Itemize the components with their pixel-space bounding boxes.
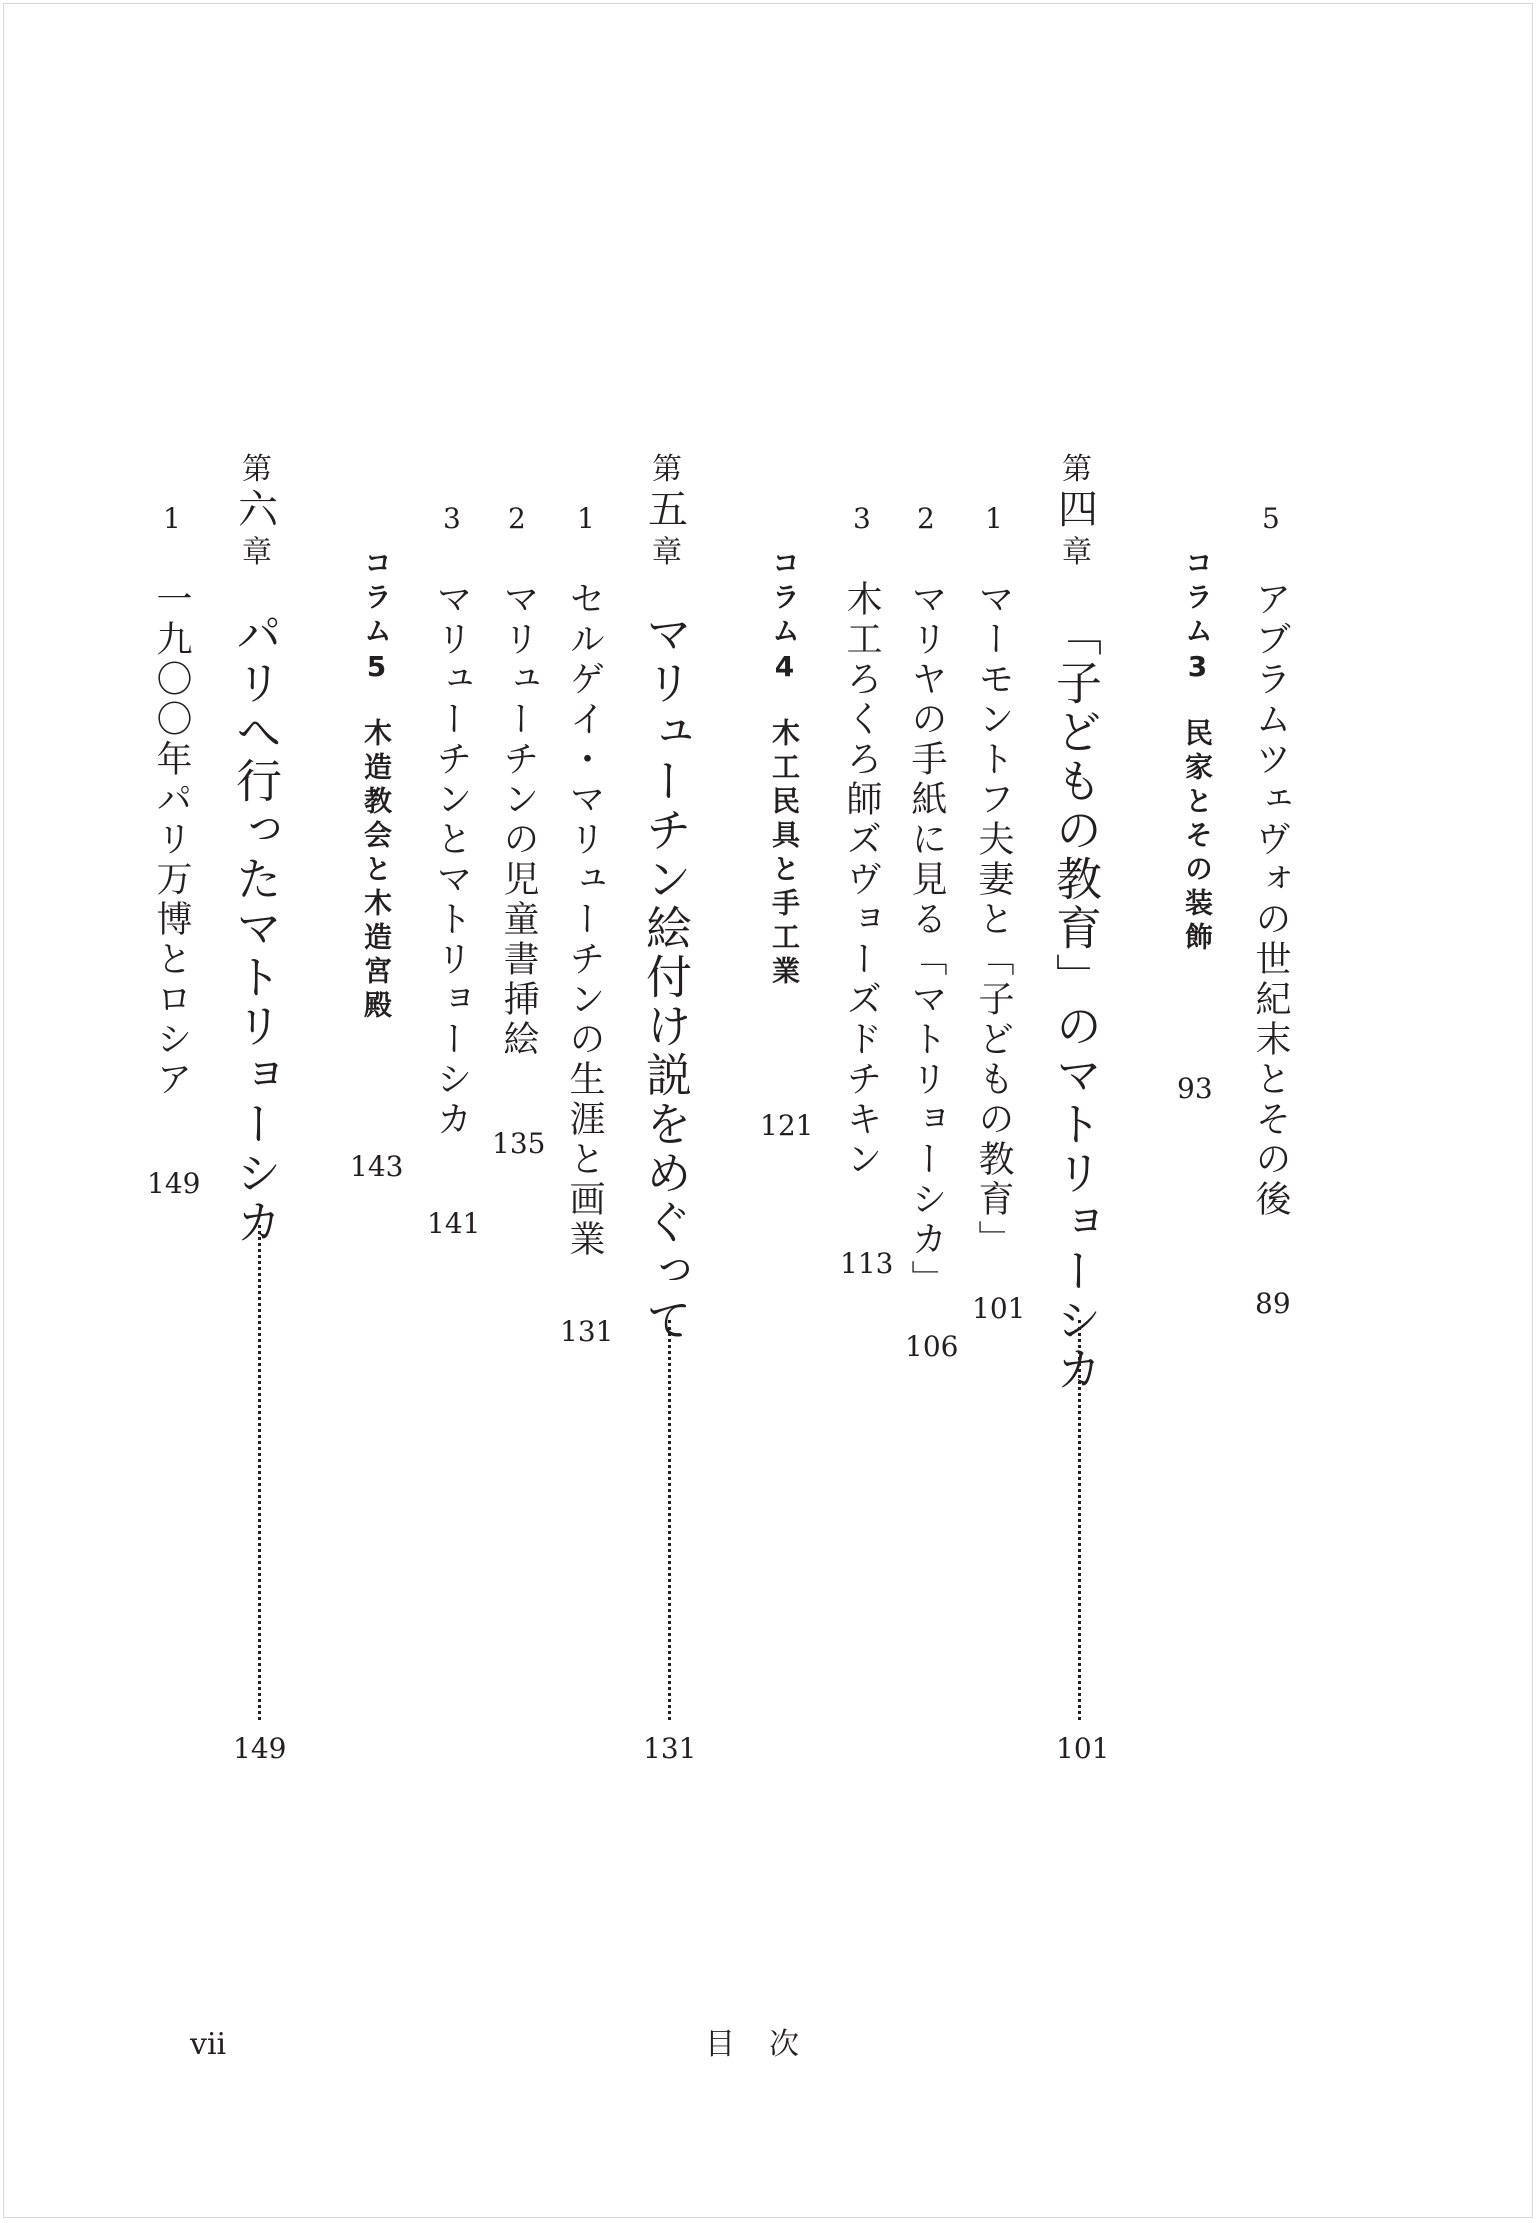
section-page: 141 — [427, 1207, 481, 1240]
chapter-prefix: 第 — [242, 452, 274, 487]
section-title: マリューチンとマトリョーシカ — [431, 580, 472, 1140]
chapter-page: 101 — [1056, 1732, 1110, 1765]
chapter-title: パリへ行ったマトリョーシカ — [229, 610, 283, 1247]
chapter-number: 四 — [1058, 487, 1098, 533]
chapter-title: 「子どもの教育」のマトリョーシカ — [1049, 610, 1103, 1394]
column-title: 木造教会と木造宮殿 — [360, 718, 393, 1024]
page-number: vii — [190, 2027, 227, 2062]
chapter-number: 六 — [238, 487, 278, 533]
entry-number: 5 — [1262, 502, 1280, 535]
section-number: 3 — [443, 502, 461, 535]
section-number: 2 — [917, 502, 935, 535]
section-page: 135 — [492, 1127, 546, 1160]
column-page: 143 — [350, 1150, 404, 1183]
chapter-suffix: 章 — [1062, 535, 1094, 570]
section-page: 101 — [972, 1292, 1026, 1325]
running-head: 目 次 — [705, 2027, 801, 2062]
entry-page: 89 — [1255, 1287, 1291, 1320]
chapter-page: 149 — [233, 1732, 287, 1765]
section-page: 113 — [840, 1247, 894, 1280]
section-page: 106 — [905, 1330, 959, 1363]
section-title: 木工ろくろ師ズヴョーズドチキン — [841, 580, 882, 1180]
chapter-prefix: 第 — [652, 452, 684, 487]
section-number: 3 — [853, 502, 871, 535]
chapter-prefix: 第 — [1062, 452, 1094, 487]
section-number: 2 — [508, 502, 526, 535]
section-page: 131 — [560, 1315, 614, 1348]
chapter-title: マリューチン絵付け説をめぐって — [639, 610, 693, 1345]
leader-dots — [258, 1225, 261, 1720]
section-page: 149 — [147, 1167, 201, 1200]
section-number: 1 — [163, 502, 181, 535]
column-label: コラム5 — [360, 548, 393, 689]
section-title: マリヤの手紙に見る「マトリョーシカ」 — [906, 580, 947, 1300]
entry-title: アブラムツェヴォの世紀末とその後 — [1250, 580, 1291, 1220]
column-label: コラム4 — [768, 548, 801, 689]
section-number: 1 — [985, 502, 1003, 535]
chapter-suffix: 章 — [652, 535, 684, 570]
chapter-number: 五 — [648, 487, 688, 533]
section-title: マーモントフ夫妻と「子どもの教育」 — [973, 580, 1014, 1260]
section-title: マリューチンの児童書挿絵 — [498, 580, 539, 1060]
leader-dots — [1078, 1320, 1081, 1720]
column-title: 民家とその装飾 — [1181, 718, 1214, 956]
section-number: 1 — [577, 502, 595, 535]
column-page: 121 — [760, 1109, 814, 1142]
column-label: コラム3 — [1181, 548, 1214, 689]
column-page: 93 — [1177, 1072, 1213, 1105]
chapter-page: 131 — [643, 1732, 697, 1765]
section-title: セルゲイ・マリューチンの生涯と画業 — [564, 580, 605, 1260]
section-title: 一九〇〇年パリ万博とロシア — [151, 580, 192, 1100]
chapter-suffix: 章 — [242, 535, 274, 570]
leader-dots — [668, 1320, 671, 1720]
column-title: 木工民具と手工業 — [768, 718, 801, 990]
